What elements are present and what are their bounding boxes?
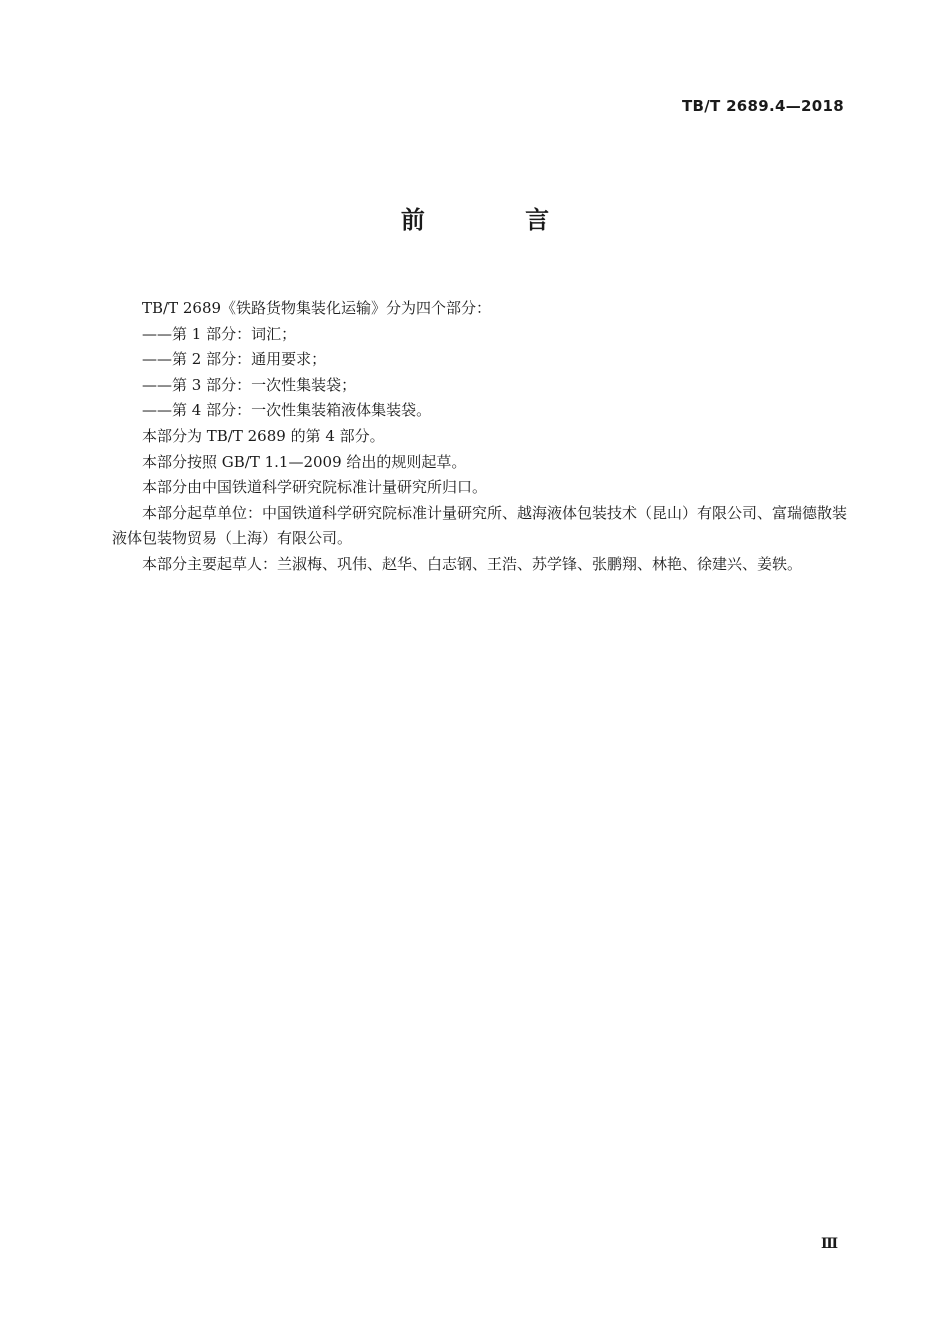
page-number: Ⅲ (820, 1236, 838, 1252)
list-item-part-2: ——第 2 部分：通用要求； (142, 350, 327, 369)
foreword-body (112, 296, 847, 578)
paragraph-drafting-rules: 本部分按照 GB/T 1.1—2009 给出的规则起草。 (142, 452, 467, 471)
list-item-part-1: ——第 1 部分：词汇； (142, 324, 297, 343)
standard-code: TB/T 2689.4—2018 (681, 97, 844, 115)
paragraph-intro: TB/T 2689《铁路货物集装化运输》分为四个部分： (142, 299, 492, 317)
list-item-part-4: ——第 4 部分：一次性集装箱液体集装袋。 (142, 401, 432, 420)
list-item-part-3: ——第 3 部分：一次性集装袋； (142, 375, 357, 394)
paragraph-drafters: 本部分主要起草人：兰淑梅、巩伟、赵华、白志钢、王浩、苏学锋、张鹏翔、林艳、徐建兴、姜轶。 (142, 554, 803, 573)
paragraph-part-statement: 本部分为 TB/T 2689 的第 4 部分。 (142, 426, 385, 445)
paragraph-responsible-unit: 本部分由中国铁道科学研究院标准计量研究所归口。 (142, 478, 488, 497)
paragraph-drafting-units: 本部分起草单位：中国铁道科学研究院标准计量研究所、越海液体包装技术（昆山）有限公司、富瑞德散装液体包装物贸易（上海）有限公司。 (112, 503, 848, 548)
page-title: 前 言 (400, 206, 596, 234)
